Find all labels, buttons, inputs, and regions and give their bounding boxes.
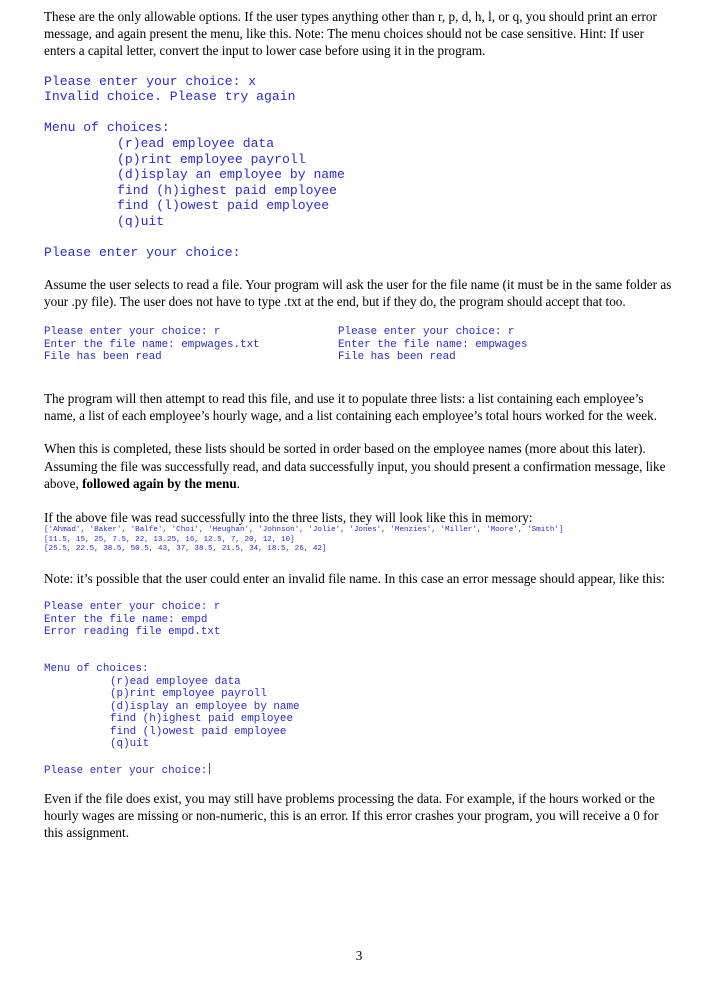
example-invalid-file xyxy=(44,601,674,778)
lists-in-memory xyxy=(44,526,674,555)
paragraph-read-file: Assume the user selects to read a file. Your program will ask the user for the file name (it must be in the same folder as your .py file). The user does not have to type .txt at the end, but if they do, the program should accept that too. xyxy=(44,276,672,309)
example-right-column xyxy=(338,326,528,364)
menu-item: (q)uit xyxy=(110,738,150,751)
console-prompt-line xyxy=(44,763,674,778)
paragraph-populate-lists: The program will then attempt to read this file, and use it to populate three lists: a list containing each employee’s name, a list of each employee’s hourly wage, and a list containing each employee’s total hours worked for the week. xyxy=(44,390,658,424)
console-line: Please enter your choice: r xyxy=(44,326,221,339)
console-line: Enter the file name: empwages.txt xyxy=(44,338,260,351)
paragraph-memory-lists: If the above file was read successfully into the three lists, they will look like this in memory: xyxy=(44,509,533,525)
document-page xyxy=(44,6,674,841)
wages-list: [11.5, 15, 25, 7.5, 22, 13.25, 16, 12.5, 7, 20, 12, 10] xyxy=(44,535,295,544)
menu-item: (p)rint employee payroll xyxy=(117,151,306,167)
menu-heading: Menu of choices: xyxy=(44,120,170,136)
menu-item: (d)isplay an employee by name xyxy=(110,700,300,713)
console-line: Invalid choice. Please try again xyxy=(44,89,296,105)
menu-item: (r)ead employee data xyxy=(117,135,275,151)
example-read-file xyxy=(44,326,674,364)
console-line: Enter the file name: empd xyxy=(44,613,208,626)
page-number: 3 xyxy=(355,948,363,963)
hours-list: [25.5, 22.5, 38.5, 50.5, 43, 37, 38.5, 21.5, 34, 18.5, 26, 42] xyxy=(44,545,327,554)
menu-item: find (l)owest paid employee xyxy=(117,198,330,214)
paragraph-allowable-options: These are the only allowable options. If the user types anything other than r, p, d, h, l, or q, you should print an error message, and again present the menu, like this. Note: The menu choices should not be case sensitive. Hint: If user enters a capital letter, convert the input to lower case before using it in the program. xyxy=(44,9,657,59)
console-line: File has been read xyxy=(338,351,456,364)
console-line: Please enter your choice: r xyxy=(338,326,515,339)
paragraph-sort-lists xyxy=(44,440,674,492)
paragraph-text: When this is completed, these lists should be sorted in order based on the employee names (more about this later). Assuming the file was successfully read, and data successfully input, you should present a confirmation message, like above, xyxy=(44,441,666,491)
console-line: Please enter your choice: x xyxy=(44,73,257,89)
menu-item: (r)ead employee data xyxy=(110,675,241,688)
example-left-column xyxy=(44,326,338,364)
menu-item: (q)uit xyxy=(117,213,165,229)
paragraph-invalid-file: Note: it’s possible that the user could enter an invalid file name. In this case an error message should appear, like this: xyxy=(44,570,665,586)
example-invalid-choice xyxy=(44,74,674,261)
console-line: File has been read xyxy=(44,351,162,364)
paragraph-text: . xyxy=(236,475,240,491)
text-cursor xyxy=(209,763,210,774)
menu-item: find (h)ighest paid employee xyxy=(110,713,293,726)
console-line: Error reading file empd.txt xyxy=(44,626,221,639)
console-line: Please enter your choice: xyxy=(44,765,208,778)
menu-item: find (h)ighest paid employee xyxy=(117,182,338,198)
emphasis-text: followed again by the menu xyxy=(82,475,237,491)
names-list: ['Ahmad', 'Baker', 'Balfe', 'Choi', 'Heughan', 'Johnson', 'Jolie', 'Jones', 'Menzies', 'Miller', 'Moore', 'Smith'] xyxy=(44,526,564,535)
paragraph-data-errors: Even if the file does exist, you may still have problems processing the data. For example, if the hours worked or the hourly wages are missing or non-numeric, this is an error. If this error crashes your program, you will receive a 0 for this assignment. xyxy=(44,790,659,841)
console-line: Enter the file name: empwages xyxy=(338,338,528,351)
menu-item: (d)isplay an employee by name xyxy=(117,167,345,183)
console-line: Please enter your choice: xyxy=(44,245,241,261)
menu-item: (p)rint employee payroll xyxy=(110,688,267,701)
menu-heading: Menu of choices: xyxy=(44,662,149,675)
menu-item: find (l)owest paid employee xyxy=(110,725,287,738)
console-line: Please enter your choice: r xyxy=(44,601,221,614)
